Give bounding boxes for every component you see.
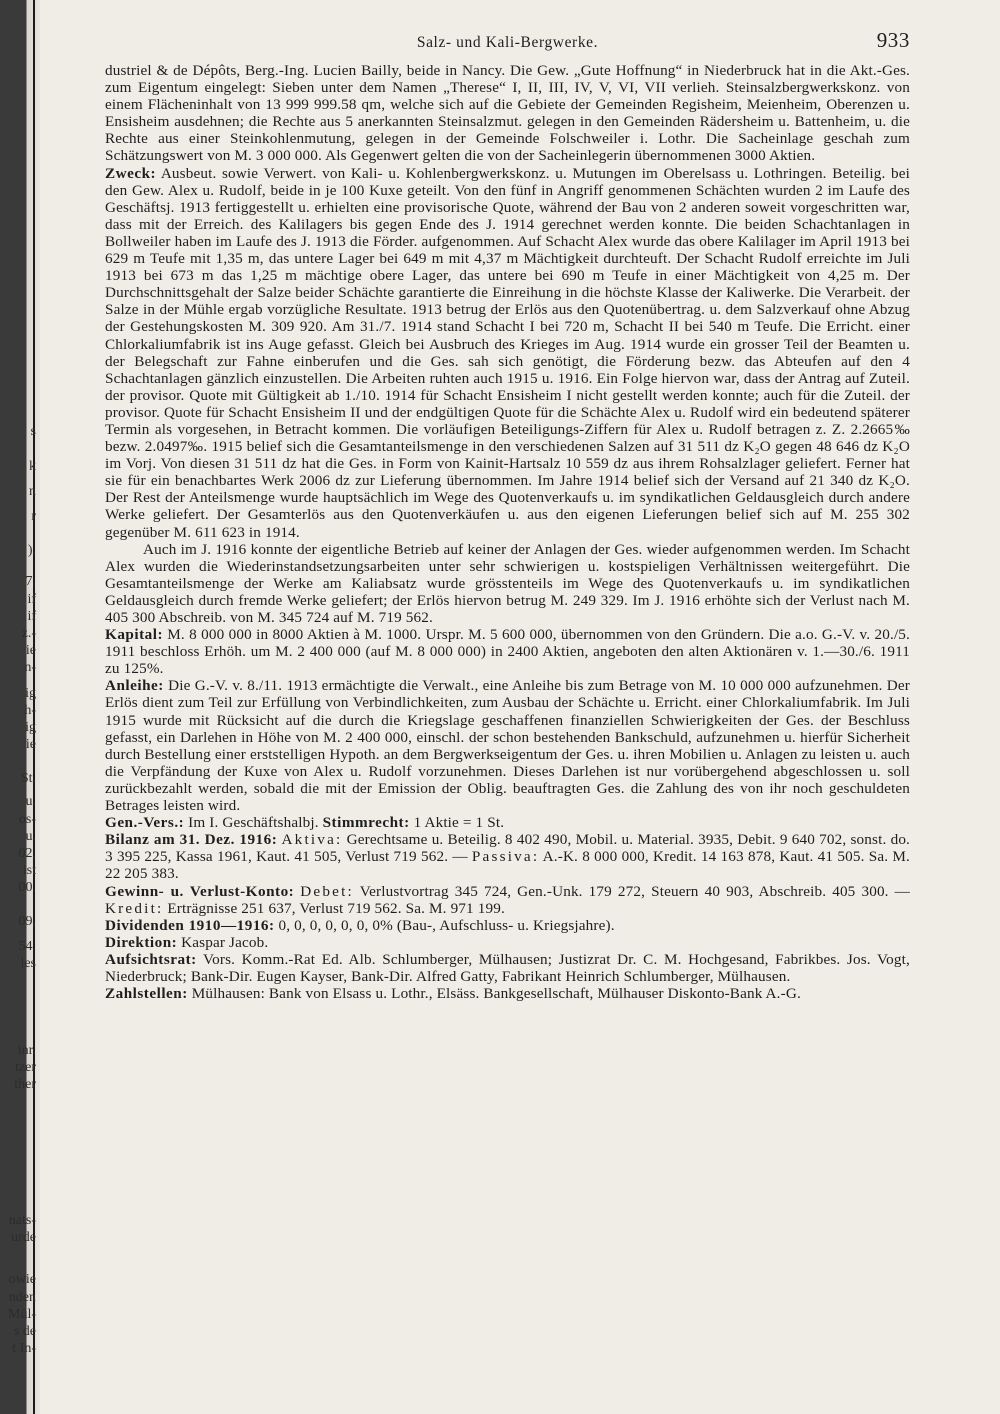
debet-label: Debet: — [300, 882, 354, 900]
dividenden-text: 0, 0, 0, 0, 0, 0, 0% (Bau-, Aufschluss- u. Kriegsjahre). — [274, 916, 615, 934]
paragraph-1916: Auch im J. 1916 konnte der eigentliche Betrieb auf keiner der Anlagen der Ges. wieder aufgenommen werden. Im Schacht Alex wurden die Wiederinstandsetzungsarbeiten unter sehr schwierigen u. kostspieligen Verhältnissen weitergeführt. Die Gesamtanteilsmenge der Werke am Kaliabsatz wurde grösstenteils im Wege des Quotenverkaufs u. im syndikatlichen Geldausgleich durch fremde Werke geliefert; der Erlös hiervon betrug M. 249 329. Im J. 1916 erhöhte sich der Verlust nach M. 405 300 Abschreib. von M. 345 724 auf M. 719 562. — [105, 540, 910, 626]
genvers-text: Im I. Geschäftshalbj. — [184, 814, 319, 832]
margin-fragment: owie — [8, 1272, 36, 1287]
margin-fragments — [0, 0, 40, 1414]
debet-text: Verlustvortrag 345 724, Gen.-Unk. 179 272, Steuern 40 903, Abschreib. 405 300. — — [353, 882, 910, 900]
kredit-label: Kredit: — [105, 899, 164, 917]
margin-fragment: os- — [18, 812, 36, 827]
anleihe-label: Anleihe: — [105, 677, 164, 695]
margin-fragment: s — [30, 424, 36, 439]
margin-fragment: inr. — [17, 1043, 36, 1058]
genvers-label: Gen.-Vers.: — [105, 814, 185, 832]
zahlstellen-label: Zahlstellen: — [105, 985, 188, 1003]
margin-fragment: 09, — [18, 914, 36, 929]
margin-fragment: urde — [11, 1230, 36, 1245]
margin-fragment: ie — [25, 737, 36, 752]
margin-fragment: if — [27, 592, 36, 607]
passiva-label: Passiva: — [471, 848, 540, 866]
aufsichtsrat-text: Vors. Komm.-Rat Ed. Alb. Schlumberger, Mülhausen; Justizrat Dr. C. M. Hochgesand, Fabrikbes. Jos. Vogt, Niederbruck; Bank-Dir. Eugen Kayser, Bank-Dir. Alfred Gatty, Fabrikant Heinrich Schlumberger, Mülhausen. — [105, 950, 910, 985]
gewinn-section — [105, 883, 910, 917]
gewinn-label: Gewinn- u. Verlust-Konto: — [105, 882, 295, 900]
kapital-section — [105, 626, 910, 677]
dividenden-label: Dividenden 1910—1916: — [105, 916, 275, 934]
bilanz-label: Bilanz am 31. Dez. 1916: — [105, 831, 278, 849]
direktion-section — [105, 934, 910, 951]
margin-fragment: ie — [25, 643, 36, 658]
margin-fragment: s de — [13, 1324, 36, 1339]
zweck-label: Zweck: — [105, 164, 157, 182]
margin-fragment: u. — [25, 794, 36, 809]
margin-fragment: ist — [22, 863, 36, 878]
aktiva-label: Aktiva: — [281, 831, 343, 849]
margin-fragment: n — [29, 484, 36, 499]
margin-fragment: Mül- — [8, 1307, 36, 1322]
margin-fragment: k — [29, 459, 36, 474]
margin-fragment: z.- — [21, 626, 36, 641]
kapital-text: M. 8 000 000 in 8000 Aktien à M. 1000. Urspr. M. 5 600 000, übernommen von den Gründern. Die a.o. G.-V. v. 20./5. 1911 beschloss Erhöh. um M. 2 400 000 (auf M. 8 000 000) in 2400 Aktien, angeboten den alten Aktionären v. 1.—30./6. 1911 zu 125%. — [105, 626, 910, 678]
margin-fragment: nats- — [8, 1213, 36, 1228]
margin-fragment: r — [31, 509, 36, 524]
kredit-text: Erträgnisse 251 637, Verlust 719 562. Sa. M. 971 199. — [163, 899, 505, 917]
stimmrecht-label: Stimmrecht: — [322, 814, 410, 832]
page-number: 933 — [876, 28, 910, 52]
anleihe-text: Die G.-V. v. 8./11. 1913 ermächtigte die Verwalt., eine Anleihe bis zum Betrage von M. 10 000 000 aufzunehmen. Der Erlös dient zum Teil zur Erfüllung von Verbindlichkeiten, zum Ausbau der Schächte u. Erricht. einer Chlorkaliumfabrik. Im Juli 1915 wurde mit Rücksicht auf die durch die Kriegslage geschaffenen finanziellen Schwierigkeiten der Ges. der Beschluss gefasst, ein Darlehen in Höhe von M. 2 400 000, einschl. der schon bestehenden Bankschuld, aufzunehmen u. hierfür Sicherheit durch Bestellung einer erststelligen Hypoth. an dem Bergwerkseigentum der Ges. u. ihren Mobilien u. Anlagen zu leisten u. auch die Verpfändung der Kuxe von Alex u. Rudolf vorzunehmen. Dieses Darlehen ist nur vorübergehend abgeschlossen u. soll zurückbezahlt werden, sobald die mit der Emission der Oblig. beauftragten Ges. die Zahlung des von ihr noch geschuldeten Betrages leisten wird. — [105, 677, 910, 815]
dividenden-section — [105, 917, 910, 934]
zahlstellen-section — [105, 985, 910, 1002]
zweck-text: Ausbeut. sowie Verwert. von Kali- u. Kohlenbergwerkskonz. u. Mutungen im Oberelsass u. Lothringen. Beteilig. bei den Gew. Alex u. Rudolf, beide in je 100 Kuxe geteilt. Von den fünf in Angriff genommenen Schächten wurden 2 im Laufe des Geschäftsj. 1913 fertiggestellt u. erhielten eine provisorische Quote, während der Bau von 2 anderen soweit vorgeschritten war, dass mit der Erreich. des Kalilagers bis gegen Ende des J. 1914 gerechnet werden konnte. Die beiden Schachtanlagen in Bollweiler haben im Laufe des J. 1913 die Förder. aufgenommen. Auf Schacht Alex wurde das obere Kalilager im April 1913 bei 629 m Teufe mit 1,35 m, das untere Lager bei 649 m mit 4,37 m Mächtigkeit durchteuft. Der Schacht Rudolf erreichte im Juli 1913 bei 673 m das 1,25 m mächtige obere Lager, das untere bei 690 m Teufe in einer Mächtigkeit von 4,25 m. Der Durchschnittsgehalt der Salze beider Schächte garantierte die Einreihung in die höchste Klasse der Kaliwerke. Die Verarbeit. der Salze in der Mühle ergab vorzügliche Resultate. 1913 betrug der Erlös aus den Quotenübertrag. u. dem Salzverkauf ohne Abzug der Gestehungskosten M. 309 920. Am 31./7. 1914 stand Schacht I bei 720 m, Schacht II bei 540 m Teufe. Die Erricht. einer Chlorkaliumfabrik ist ins Auge gefasst. Gleich bei Ausbruch des Krieges im Aug. 1914 wurde ein grosser Teil der Beamten u. der Belegschaft zur Fahne einberufen und die Ges. sah sich genötigt, die Förderung bezw. das Abteufen auf den 4 Schachtanlagen gänzlich einzustellen. Die Arbeiten ruhten auch 1915 u. 1916. Ein Folge hiervon war, dass der Antrag auf Zuteil. der provisor. Quote mit Gültigkeit ab 1./10. 1914 für Schacht Ensisheim I nicht gestellt werden konnte; auch für die Zuteil. der provisor. Quote für Schacht Ensisheim II und der endgültigen Quote für die Schächte Alex u. Rudolf wird ein bedeutend späterer Termin als vorgesehen, in Betracht kommen. Die vorläufigen Beteiligungs-Ziffern für Alex u. Rudolf betragen z. Z. 2.2665‰ bezw. 2.0497‰. 1915 belief sich die Gesamtanteilsmenge in den verschiedenen Salzen auf 31 511 dz K₂O gegen 48 646 dz K₂O im Vorj. Von diesen 31 511 dz hat die Ges. in Form von Kainit-Hartsalz 10 559 dz aus ihrem Rohsalzlager geliefert. Ferner hat sie für ein benachbartes Werk 2006 dz zur Lieferung übernommen. Im Jahre 1914 belief sich der Versand auf 21 340 dz K₂O. Der Rest der Anteilsmenge wurde hauptsächlich im Wege des Quotenverkaufs u. im syndikatlichen Geldausgleich durch andere Werke geliefert. Der Gesamterlös aus den Quotenverkäufen u. aus den eigenen Lieferungen belief sich auf M. 255 302 gegenüber M. 611 623 in 1914. — [105, 164, 910, 541]
document-body — [105, 62, 910, 1002]
margin-fragment: tzer — [15, 1060, 36, 1075]
margin-fragment: t In- — [12, 1341, 36, 1356]
margin-fragment: 54. — [18, 939, 36, 954]
margin-fragment: St. — [20, 771, 36, 786]
anleihe-section — [105, 677, 910, 814]
margin-fragment: ). — [27, 543, 36, 558]
intro-paragraph: dustriel & de Dépôts, Berg.-Ing. Lucien Bailly, beide in Nancy. Die Gew. „Gute Hoffnung“ in Niederbruck hat in die Akt.-Ges. zum Eigentum eingelegt: Sieben unter dem Namen „Therese“ I, II, III, IV, V, VI, VII verlieh. Steinsalzbergwerkskonz. von einem Flächeninhalt von 13 999 999.58 qm, welche sich auf die Gebiete der Gemeinden Regisheim, Meienheim, Oberenzen u. Ensisheim ausdehnen; die Rechte aus 5 anerkannten Steinsalzmut. gelegen in den Gemeinden Rädersheim u. Battenheim, u. die Rechte aus einer Steinkohlenmutung, gelegen in der Gemeinde Folschweiler i. Lothr. Die Sacheinlage geschah zum Schätzungswert von M. 3 000 000. Als Gegenwert gelten die von der Sacheinlegerin übernommenen 3000 Aktien. — [105, 62, 910, 165]
genvers-section — [105, 814, 910, 831]
margin-fragment: 7. — [25, 574, 36, 589]
stimmrecht-text: 1 Aktie = 1 St. — [409, 814, 505, 832]
margin-fragment: ig — [25, 720, 36, 735]
margin-fragment: n- — [24, 660, 36, 675]
margin-fragment: les — [20, 956, 36, 971]
margin-fragment: nden — [8, 1290, 36, 1305]
passiva-text: A.-K. 8 000 000, Kredit. 14 163 878, Kaut. 41 505. Sa. M. 22 205 383. — [105, 848, 910, 883]
direktion-label: Direktion: — [105, 933, 178, 951]
zahlstellen-text: Mülhausen: Bank von Elsass u. Lothr., Elsäss. Bankgesellschaft, Mülhauser Diskonto-Bank A.-G. — [187, 985, 801, 1003]
direktion-text: Kaspar Jacob. — [177, 933, 269, 951]
aufsichtsrat-label: Aufsichtsrat: — [105, 950, 197, 968]
margin-fragment: u. — [25, 829, 36, 844]
margin-fragment: h- — [24, 703, 36, 718]
zweck-section — [105, 165, 910, 541]
aktiva-text: Gerechtsame u. Beteilig. 8 402 490, Mobil. u. Material. 3935, Debit. 9 640 702, sonst. do. 3 395 225, Kassa 1961, Kaut. 41 505, Verlust 719 562. — — [105, 831, 911, 866]
kapital-label: Kapital: — [105, 626, 164, 644]
page-header — [105, 28, 910, 56]
margin-fragment: ther — [14, 1077, 36, 1092]
margin-fragment: 02, — [18, 846, 36, 861]
bilanz-section — [105, 831, 910, 882]
aufsichtsrat-section — [105, 951, 910, 985]
margin-fragment: ig — [25, 686, 36, 701]
margin-fragment: 00. — [18, 880, 36, 895]
margin-fragment: if — [27, 609, 36, 624]
running-head: Salz- und Kali-Bergwerke. — [416, 34, 599, 51]
